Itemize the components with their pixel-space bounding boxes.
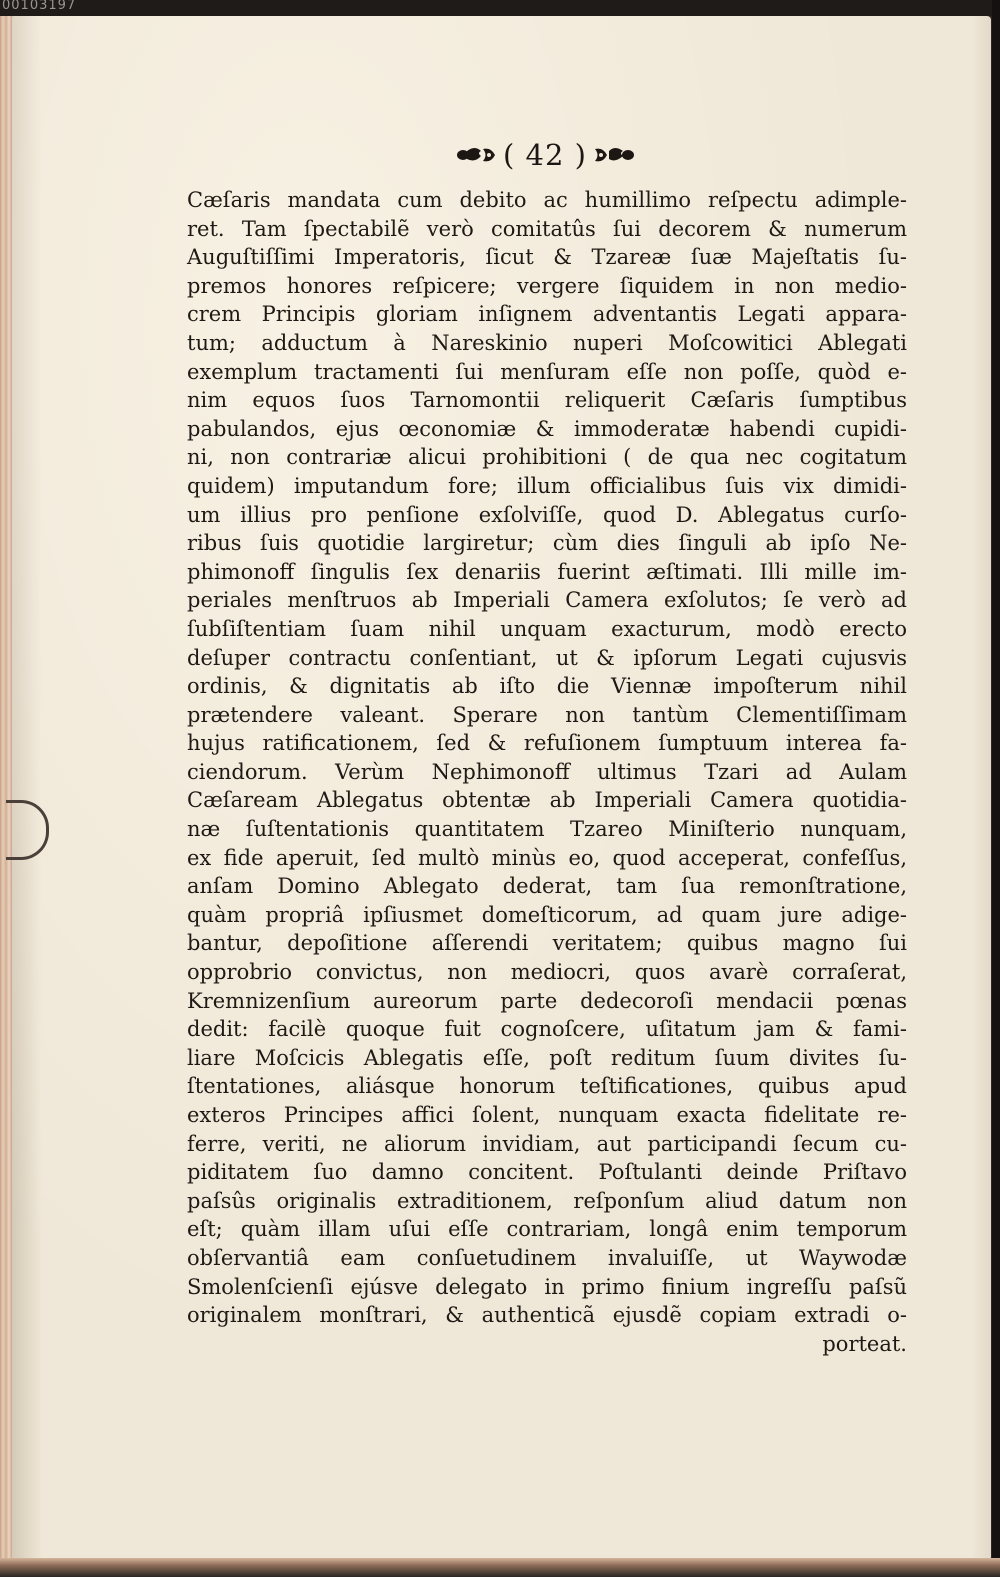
text-line: quidem) imputandum fore; illum officialibus ſuis vix dimidi-	[187, 473, 907, 498]
page-header	[0, 138, 1000, 172]
text-line: porteat.	[822, 1331, 907, 1356]
text-line: Cæſaris mandata cum debito ac humillimo reſpectu adimple-	[187, 188, 907, 212]
text-line: paſsûs originalis extraditionem, reſponſum aliud datum non	[187, 1188, 907, 1213]
scan-id: 00103197	[2, 0, 77, 13]
text-line: quàm propriâ ipſiusmet domeſticorum, ad quam jure adige-	[187, 902, 907, 927]
left-ornament-icon	[455, 143, 499, 167]
text-line: crem Principis gloriam inſignem adventantis Legati appara-	[187, 302, 907, 327]
text-line: phimonoff ſingulis ſex denariis fuerint æſtimati. Illi mille im-	[187, 559, 907, 584]
text-line: ciendorum. Verùm Nephimonoff ultimus Tzari ad Aulam	[187, 759, 907, 784]
text-line: ſtentationes, aliásque honorum teſtificationes, quibus apud	[187, 1074, 907, 1099]
right-ornament-icon	[591, 143, 635, 167]
text-line: obſervantiâ eam conſuetudinem invaluiſſe, ut Waywodæ	[187, 1245, 907, 1270]
scan-right-edge	[992, 0, 1000, 1577]
text-line: næ ſuſtentationis quantitatem Tzareo Miniſterio nunquam,	[187, 817, 907, 842]
text-line: deſuper contractu conſentiant, ut & ipſorum Legati cujusvis	[187, 645, 907, 670]
text-line: Cæſaream Ablegatus obtentæ ab Imperiali Camera quotidia-	[187, 788, 907, 813]
text-line: hujus ratificationem, ſed & refuſionem ſumptuum interea fa-	[187, 731, 907, 756]
text-line: um illius pro penſione exſolviſſe, quod D. Ablegatus curſo-	[187, 502, 907, 527]
text-line: ni, non contrariæ alicui prohibitioni ( de qua nec cogitatum	[187, 445, 907, 470]
text-line: Kremnizenſium aureorum parte dedecoroſi mendacii pœnas	[187, 988, 907, 1013]
page-number: ( 42 )	[503, 138, 587, 172]
text-line: Smolenſcienſi ejúsve delegato in primo finium ingreſſu paſsũ	[187, 1274, 907, 1299]
text-line: originalem monſtrari, & authenticã ejusdẽ copiam extradi o-	[187, 1303, 907, 1328]
text-line: nim equos ſuos Tarnomontii reliquerit Cæſaris ſumptibus	[187, 388, 907, 413]
text-line: liare Moſcicis Ablegatis eſſe, poſt reditum ſuum divites ſu-	[187, 1045, 907, 1070]
text-line: prætendere valeant. Sperare non tantùm Clementiſſimam	[187, 702, 907, 727]
text-line: ordinis, & dignitatis ab iſto die Viennæ impoſterum nihil	[187, 674, 907, 699]
text-line: Auguſtiſſimi Imperatoris, ſicut & Tzareæ ſuæ Majeſtatis ſu-	[187, 245, 907, 270]
scan-top-strip	[0, 0, 1000, 16]
text-line: ex fide aperuit, ſed multò minùs eo, quod acceperat, confeſſus,	[187, 845, 907, 870]
text-line: dedit: facilè quoque fuit cognoſcere, uſitatum jam & fami-	[187, 1017, 907, 1042]
text-line: periales menſtruos ab Imperiali Camera exſolutos; ſe verò ad	[187, 588, 907, 613]
body-text	[187, 186, 907, 1358]
text-line: eſt; quàm illam uſui eſſe contrariam, longâ enim temporum	[187, 1217, 907, 1242]
text-line: tum; adductum à Nareskinio nuperi Moſcowitici Ablegati	[187, 330, 907, 355]
text-line: anſam Domino Ablegato dederat, tam ſua remonſtratione,	[187, 874, 907, 899]
text-line: ribus ſuis quotidie largiretur; cùm dies ſinguli ab ipſo Ne-	[187, 531, 907, 556]
text-line: exteros Principes affici ſolent, nunquam exacta fidelitate re-	[187, 1103, 907, 1127]
text-line: bantur, depoſitione aſſerendi veritatem; quibus magno ſui	[187, 931, 907, 956]
page-bottom-edge	[0, 1558, 1000, 1577]
text-line: ferre, veriti, ne aliorum invidiam, aut participandi ſecum cu-	[187, 1131, 907, 1156]
text-line: ſubſiſtentiam ſuam nihil unquam exacturum, modò erecto	[187, 616, 907, 641]
text-line: opprobrio convictus, non mediocri, quos avarè corraſerat,	[187, 960, 907, 985]
text-line: exemplum tractamenti ſui menſuram eſſe non poſſe, quòd e-	[187, 359, 907, 384]
text-line: piditatem ſuo damno concitent. Poſtulanti deinde Priſtavo	[187, 1160, 907, 1185]
text-line: ret. Tam ſpectabilẽ verò comitatûs ſui decorem & numerum	[187, 216, 907, 241]
text-line: pabulandos, ejus œconomiæ & immoderatæ habendi cupidi-	[187, 416, 907, 441]
text-line: premos honores reſpicere; vergere ſiquidem in non medio-	[187, 273, 907, 298]
